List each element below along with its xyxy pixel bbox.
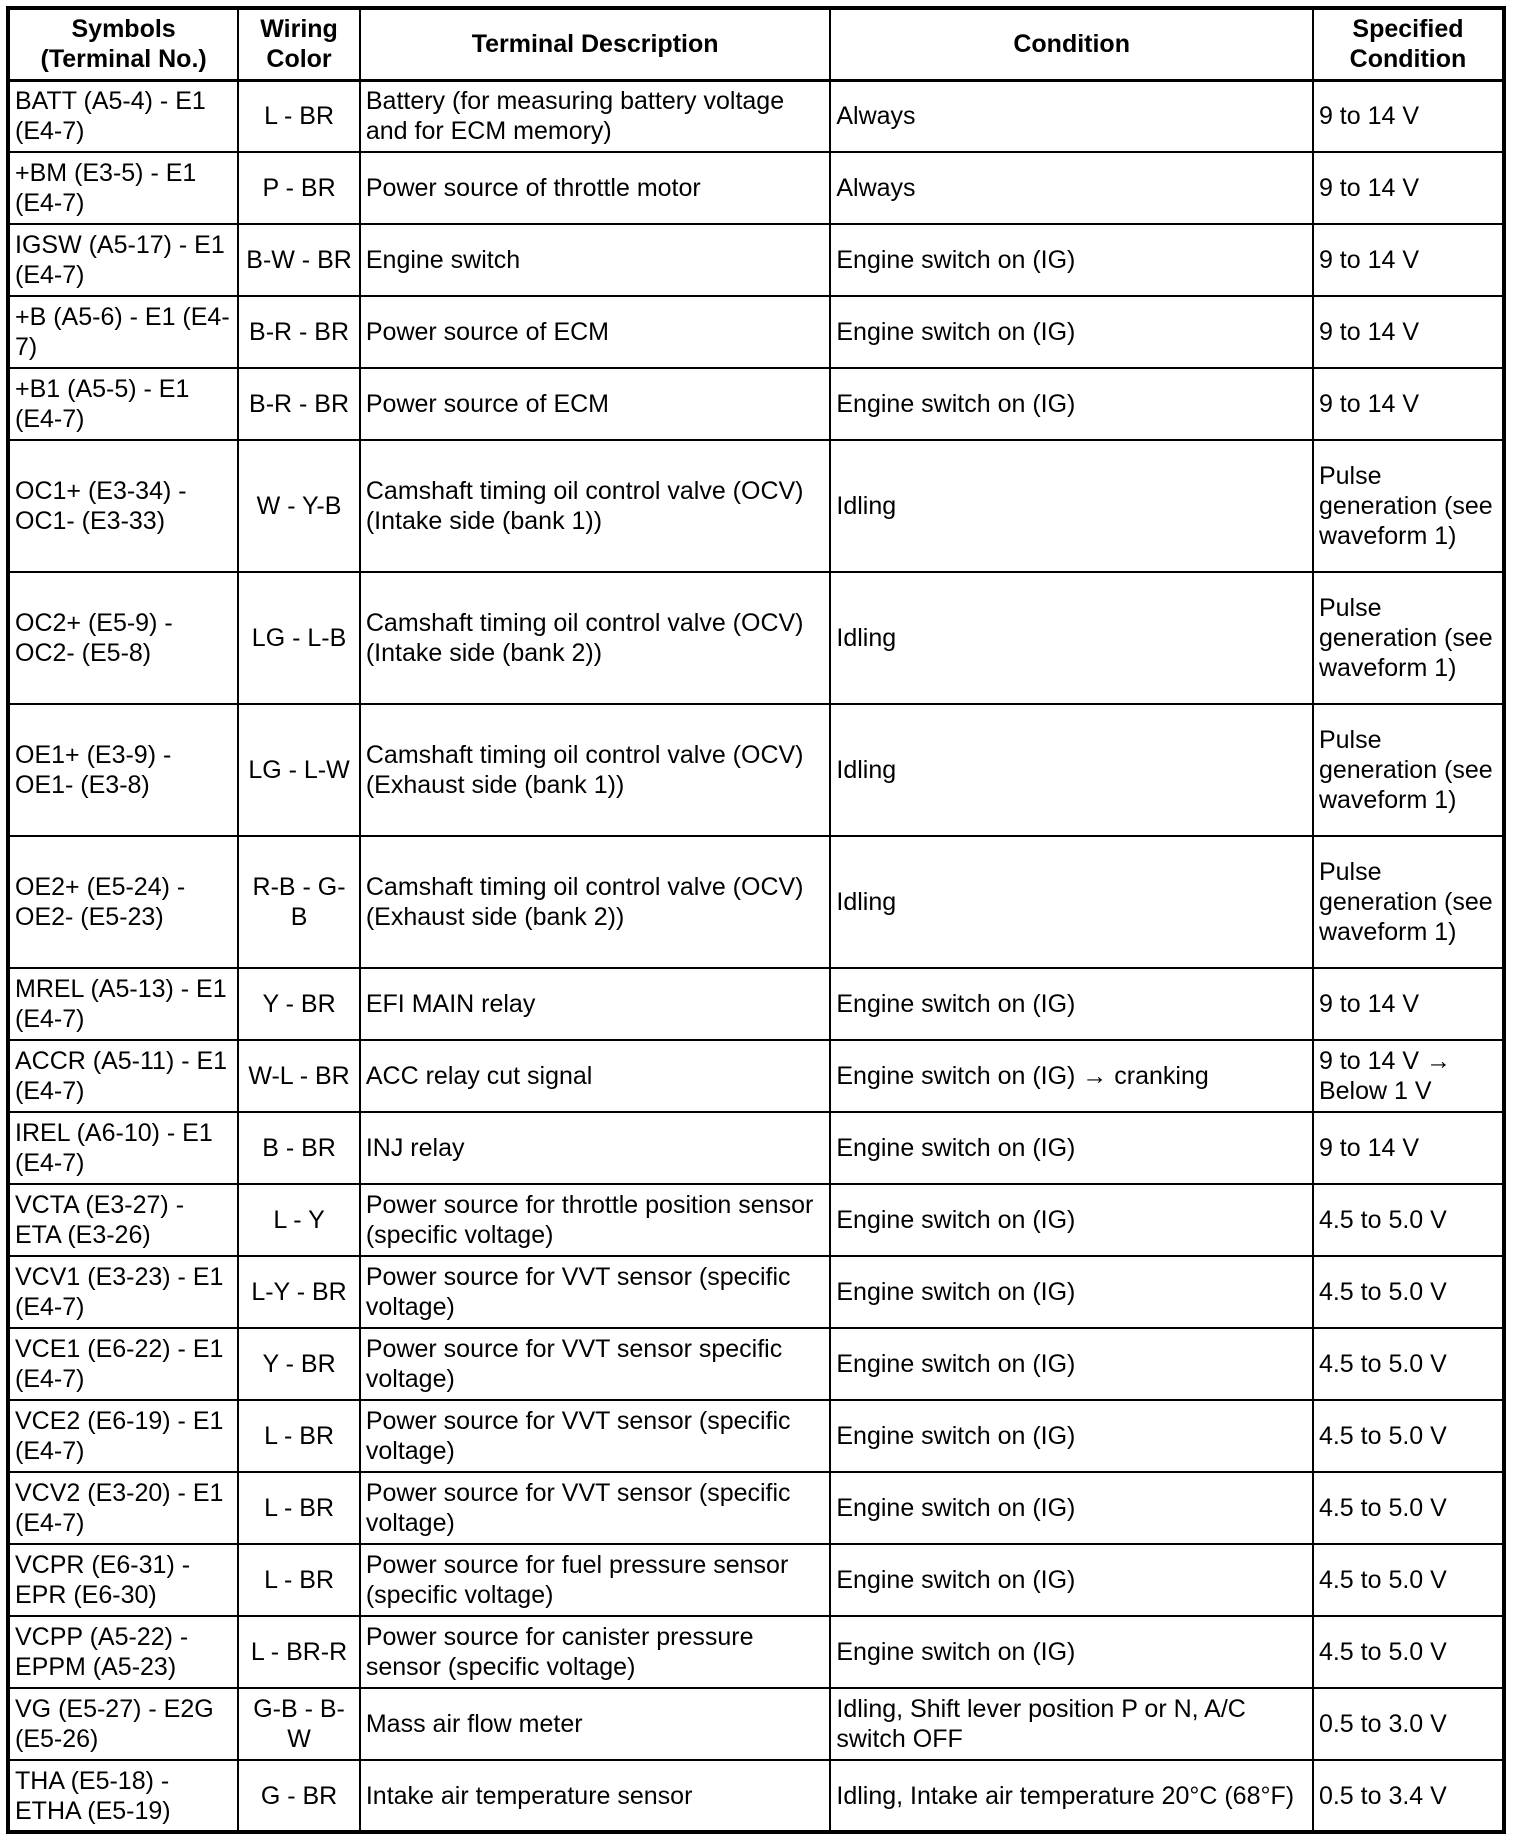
cell-specified: 9 to 14 V (1313, 152, 1504, 224)
cell-wiring-color: G - BR (238, 1760, 360, 1832)
cell-wiring-color: LG - L-W (238, 704, 360, 836)
cell-condition: Engine switch on (IG) (830, 1328, 1313, 1400)
header-terminal-description: Terminal Description (360, 8, 831, 80)
cell-symbols: THA (E5-18) - ETHA (E5-19) (8, 1760, 238, 1832)
cell-condition: Idling, Shift lever position P or N, A/C switch OFF (830, 1688, 1313, 1760)
header-specified-line1: Specified (1352, 15, 1464, 44)
cell-specified: 9 to 14 V (1313, 224, 1504, 296)
cell-specified: 0.5 to 3.0 V (1313, 1688, 1504, 1760)
table-row (8, 1328, 1504, 1400)
cell-specified: 4.5 to 5.0 V (1313, 1472, 1504, 1544)
cell-condition: Engine switch on (IG) (830, 1256, 1313, 1328)
cell-symbols: VG (E5-27) - E2G (E5-26) (8, 1688, 238, 1760)
cell-condition: Engine switch on (IG) (830, 1400, 1313, 1472)
table-row (8, 296, 1504, 368)
table-row (8, 1400, 1504, 1472)
cell-description: Camshaft timing oil control valve (OCV) (Intake side (bank 2)) (360, 572, 831, 704)
cell-condition: Engine switch on (IG) (830, 968, 1313, 1040)
table-row (8, 836, 1504, 968)
cell-wiring-color: W - Y-B (238, 440, 360, 572)
table-row (8, 1184, 1504, 1256)
table-row (8, 1616, 1504, 1688)
table-row (8, 1040, 1504, 1112)
header-specified-condition (1313, 8, 1504, 80)
cell-symbols: MREL (A5-13) - E1 (E4-7) (8, 968, 238, 1040)
cell-condition: Idling (830, 440, 1313, 572)
cell-description: Power source of ECM (360, 368, 831, 440)
table-row (8, 1112, 1504, 1184)
cell-specified: Pulse generation (see waveform 1) (1313, 440, 1504, 572)
cell-specified: 9 to 14 V (1313, 1112, 1504, 1184)
cell-symbols: VCV1 (E3-23) - E1 (E4-7) (8, 1256, 238, 1328)
header-wiring-line2: Color (266, 45, 332, 74)
cell-description: Camshaft timing oil control valve (OCV) (Exhaust side (bank 1)) (360, 704, 831, 836)
cell-symbols: VCPP (A5-22) - EPPM (A5-23) (8, 1616, 238, 1688)
cell-specified: 4.5 to 5.0 V (1313, 1616, 1504, 1688)
cell-condition: Engine switch on (IG) (830, 368, 1313, 440)
cell-condition: Idling (830, 572, 1313, 704)
cell-specified: 4.5 to 5.0 V (1313, 1184, 1504, 1256)
cell-specified: 4.5 to 5.0 V (1313, 1400, 1504, 1472)
cell-condition: Always (830, 80, 1313, 152)
cell-condition: Engine switch on (IG) (830, 1544, 1313, 1616)
table-row (8, 1760, 1504, 1832)
cell-specified: 9 to 14 V (1313, 80, 1504, 152)
cell-symbols: IGSW (A5-17) - E1 (E4-7) (8, 224, 238, 296)
cell-specified: 4.5 to 5.0 V (1313, 1328, 1504, 1400)
cell-symbols: VCTA (E3-27) - ETA (E3-26) (8, 1184, 238, 1256)
header-symbols-line1: Symbols (71, 15, 176, 44)
cell-condition: Engine switch on (IG) (830, 1112, 1313, 1184)
table-row (8, 368, 1504, 440)
ecm-terminal-table (6, 6, 1506, 1834)
table-row (8, 80, 1504, 152)
cell-description: Battery (for measuring battery voltage and for ECM memory) (360, 80, 831, 152)
cell-description: Power source for VVT sensor (specific voltage) (360, 1400, 831, 1472)
cell-specified: 0.5 to 3.4 V (1313, 1760, 1504, 1832)
header-wiring-line1: Wiring (260, 15, 338, 44)
cell-specified: 9 to 14 V → Below 1 V (1313, 1040, 1504, 1112)
cell-wiring-color: B-W - BR (238, 224, 360, 296)
cell-wiring-color: L - BR (238, 1472, 360, 1544)
cell-description: ACC relay cut signal (360, 1040, 831, 1112)
cell-specified: Pulse generation (see waveform 1) (1313, 572, 1504, 704)
cell-wiring-color: LG - L-B (238, 572, 360, 704)
table-row (8, 440, 1504, 572)
cell-wiring-color: G-B - B-W (238, 1688, 360, 1760)
cell-symbols: +B (A5-6) - E1 (E4-7) (8, 296, 238, 368)
header-wiring-color (238, 8, 360, 80)
cell-condition: Idling (830, 836, 1313, 968)
cell-description: Camshaft timing oil control valve (OCV) (Intake side (bank 1)) (360, 440, 831, 572)
cell-description: INJ relay (360, 1112, 831, 1184)
cell-description: Power source for VVT sensor (specific voltage) (360, 1472, 831, 1544)
cell-description: Power source for canister pressure sensor (specific voltage) (360, 1616, 831, 1688)
cell-condition: Idling, Intake air temperature 20°C (68°F) (830, 1760, 1313, 1832)
cell-wiring-color: W-L - BR (238, 1040, 360, 1112)
cell-description: EFI MAIN relay (360, 968, 831, 1040)
cell-symbols: OE1+ (E3-9) - OE1- (E3-8) (8, 704, 238, 836)
cell-specified: Pulse generation (see waveform 1) (1313, 704, 1504, 836)
table-body (8, 80, 1504, 1832)
cell-symbols: OC2+ (E5-9) - OC2- (E5-8) (8, 572, 238, 704)
cell-wiring-color: R-B - G-B (238, 836, 360, 968)
cell-wiring-color: B-R - BR (238, 368, 360, 440)
cell-symbols: IREL (A6-10) - E1 (E4-7) (8, 1112, 238, 1184)
header-specified-line2: Condition (1349, 45, 1467, 74)
cell-description: Power source of ECM (360, 296, 831, 368)
cell-wiring-color: B-R - BR (238, 296, 360, 368)
table-row (8, 224, 1504, 296)
cell-symbols: OE2+ (E5-24) - OE2- (E5-23) (8, 836, 238, 968)
cell-description: Engine switch (360, 224, 831, 296)
cell-specified: Pulse generation (see waveform 1) (1313, 836, 1504, 968)
cell-wiring-color: B - BR (238, 1112, 360, 1184)
cell-condition: Engine switch on (IG) (830, 296, 1313, 368)
cell-wiring-color: Y - BR (238, 968, 360, 1040)
cell-description: Power source for fuel pressure sensor (specific voltage) (360, 1544, 831, 1616)
cell-wiring-color: Y - BR (238, 1328, 360, 1400)
table-row (8, 1472, 1504, 1544)
cell-symbols: +BM (E3-5) - E1 (E4-7) (8, 152, 238, 224)
cell-symbols: VCE2 (E6-19) - E1 (E4-7) (8, 1400, 238, 1472)
cell-description: Power source for throttle position sensor (specific voltage) (360, 1184, 831, 1256)
header-row (8, 8, 1504, 80)
cell-wiring-color: L-Y - BR (238, 1256, 360, 1328)
cell-symbols: VCE1 (E6-22) - E1 (E4-7) (8, 1328, 238, 1400)
table-row (8, 152, 1504, 224)
cell-condition: Idling (830, 704, 1313, 836)
cell-condition: Engine switch on (IG) (830, 224, 1313, 296)
cell-description: Camshaft timing oil control valve (OCV) (Exhaust side (bank 2)) (360, 836, 831, 968)
cell-symbols: OC1+ (E3-34) - OC1- (E3-33) (8, 440, 238, 572)
table-row (8, 1688, 1504, 1760)
cell-condition: Engine switch on (IG) → cranking (830, 1040, 1313, 1112)
cell-condition: Engine switch on (IG) (830, 1184, 1313, 1256)
cell-condition: Engine switch on (IG) (830, 1616, 1313, 1688)
cell-description: Mass air flow meter (360, 1688, 831, 1760)
cell-specified: 4.5 to 5.0 V (1313, 1256, 1504, 1328)
table-row (8, 572, 1504, 704)
table-row (8, 704, 1504, 836)
cell-wiring-color: L - BR-R (238, 1616, 360, 1688)
cell-wiring-color: P - BR (238, 152, 360, 224)
cell-description: Power source of throttle motor (360, 152, 831, 224)
cell-description: Power source for VVT sensor specific voltage) (360, 1328, 831, 1400)
cell-description: Intake air temperature sensor (360, 1760, 831, 1832)
table-row (8, 1256, 1504, 1328)
cell-wiring-color: L - BR (238, 80, 360, 152)
header-condition: Condition (830, 8, 1313, 80)
cell-symbols: +B1 (A5-5) - E1 (E4-7) (8, 368, 238, 440)
cell-specified: 9 to 14 V (1313, 968, 1504, 1040)
table-row (8, 968, 1504, 1040)
cell-wiring-color: L - BR (238, 1544, 360, 1616)
cell-symbols: VCPR (E6-31) - EPR (E6-30) (8, 1544, 238, 1616)
cell-specified: 9 to 14 V (1313, 296, 1504, 368)
cell-symbols: BATT (A5-4) - E1 (E4-7) (8, 80, 238, 152)
header-symbols-line2: (Terminal No.) (40, 45, 207, 74)
cell-symbols: ACCR (A5-11) - E1 (E4-7) (8, 1040, 238, 1112)
cell-condition: Engine switch on (IG) (830, 1472, 1313, 1544)
cell-description: Power source for VVT sensor (specific voltage) (360, 1256, 831, 1328)
terminal-table-container (6, 6, 1506, 1834)
cell-specified: 9 to 14 V (1313, 368, 1504, 440)
header-symbols (8, 8, 238, 80)
cell-symbols: VCV2 (E3-20) - E1 (E4-7) (8, 1472, 238, 1544)
table-row (8, 1544, 1504, 1616)
cell-condition: Always (830, 152, 1313, 224)
cell-specified: 4.5 to 5.0 V (1313, 1544, 1504, 1616)
cell-wiring-color: L - Y (238, 1184, 360, 1256)
cell-wiring-color: L - BR (238, 1400, 360, 1472)
